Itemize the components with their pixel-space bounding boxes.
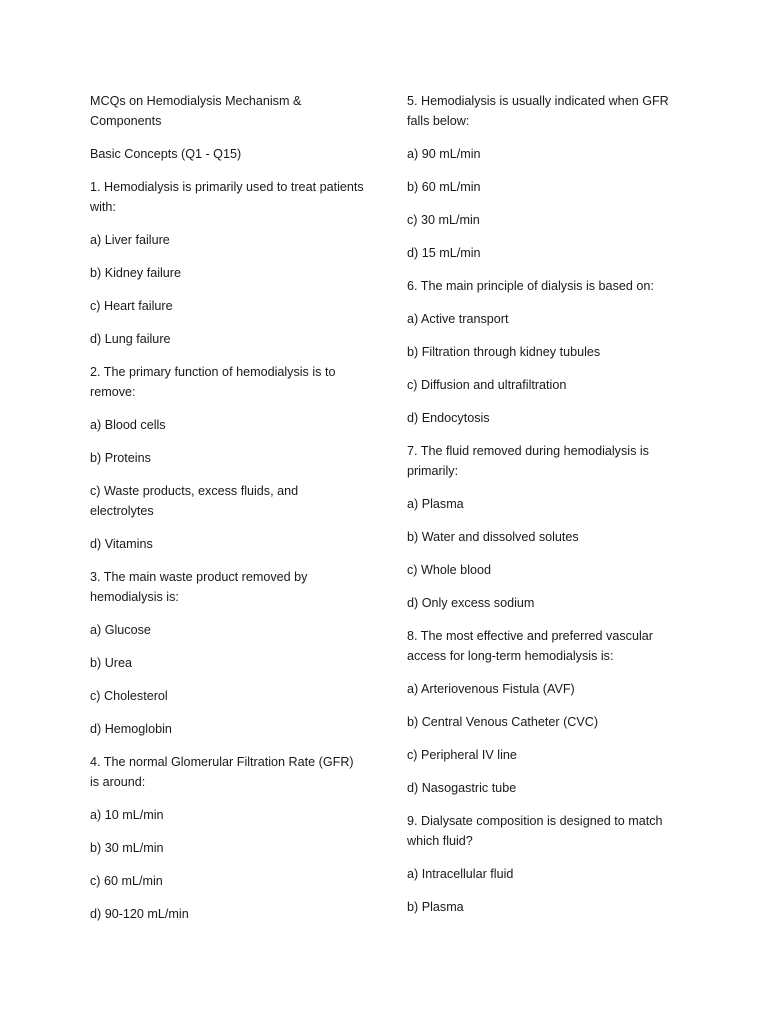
left-column [90, 91, 365, 937]
answer-option: d) Only excess sodium [407, 596, 535, 610]
answer-option: b) Plasma [407, 900, 464, 914]
answer-option: d) Vitamins [90, 537, 153, 551]
question-text: 4. The normal Glomerular Filtration Rate (GFR) is around: [90, 755, 354, 789]
answer-option: d) Endocytosis [407, 411, 490, 425]
answer-option: d) Lung failure [90, 332, 171, 346]
answer-option: c) 60 mL/min [90, 874, 163, 888]
answer-option: a) 10 mL/min [90, 808, 164, 822]
answer-option: b) 60 mL/min [407, 180, 481, 194]
answer-option: a) 90 mL/min [407, 147, 481, 161]
question-text: 6. The main principle of dialysis is based on: [407, 279, 654, 293]
answer-option: b) 30 mL/min [90, 841, 164, 855]
question-text: 8. The most effective and preferred vascular access for long-term hemodialysis is: [407, 629, 653, 663]
question-text: 2. The primary function of hemodialysis is to remove: [90, 365, 336, 399]
question-text: 9. Dialysate composition is designed to match which fluid? [407, 814, 663, 848]
question-text: 7. The fluid removed during hemodialysis is primarily: [407, 444, 649, 478]
answer-option: c) Heart failure [90, 299, 173, 313]
document-title: MCQs on Hemodialysis Mechanism & Components [90, 94, 302, 128]
answer-option: c) Waste products, excess fluids, and electrolytes [90, 484, 299, 518]
question-text: 5. Hemodialysis is usually indicated when GFR falls below: [407, 94, 669, 128]
answer-option: a) Liver failure [90, 233, 170, 247]
answer-option: b) Central Venous Catheter (CVC) [407, 715, 599, 729]
section-heading: Basic Concepts (Q1 - Q15) [90, 147, 242, 161]
answer-option: b) Filtration through kidney tubules [407, 345, 601, 359]
answer-option: c) 30 mL/min [407, 213, 480, 227]
answer-option: b) Urea [90, 656, 132, 670]
answer-option: c) Whole blood [407, 563, 491, 577]
answer-option: a) Active transport [407, 312, 509, 326]
answer-option: d) Hemoglobin [90, 722, 172, 736]
answer-option: b) Water and dissolved solutes [407, 530, 579, 544]
answer-option: c) Diffusion and ultrafiltration [407, 378, 567, 392]
answer-option: d) 90-120 mL/min [90, 907, 189, 921]
left-question-list [90, 177, 365, 924]
answer-option: a) Intracellular fluid [407, 867, 514, 881]
answer-option: a) Plasma [407, 497, 464, 511]
right-question-list [407, 91, 682, 917]
answer-option: d) 15 mL/min [407, 246, 481, 260]
answer-option: c) Peripheral IV line [407, 748, 517, 762]
answer-option: d) Nasogastric tube [407, 781, 517, 795]
answer-option: b) Proteins [90, 451, 151, 465]
question-text: 3. The main waste product removed by hemodialysis is: [90, 570, 308, 604]
right-column [407, 91, 682, 930]
question-text: 1. Hemodialysis is primarily used to treat patients with: [90, 180, 364, 214]
answer-option: b) Kidney failure [90, 266, 182, 280]
answer-option: a) Blood cells [90, 418, 166, 432]
answer-option: a) Glucose [90, 623, 151, 637]
answer-option: c) Cholesterol [90, 689, 168, 703]
answer-option: a) Arteriovenous Fistula (AVF) [407, 682, 575, 696]
